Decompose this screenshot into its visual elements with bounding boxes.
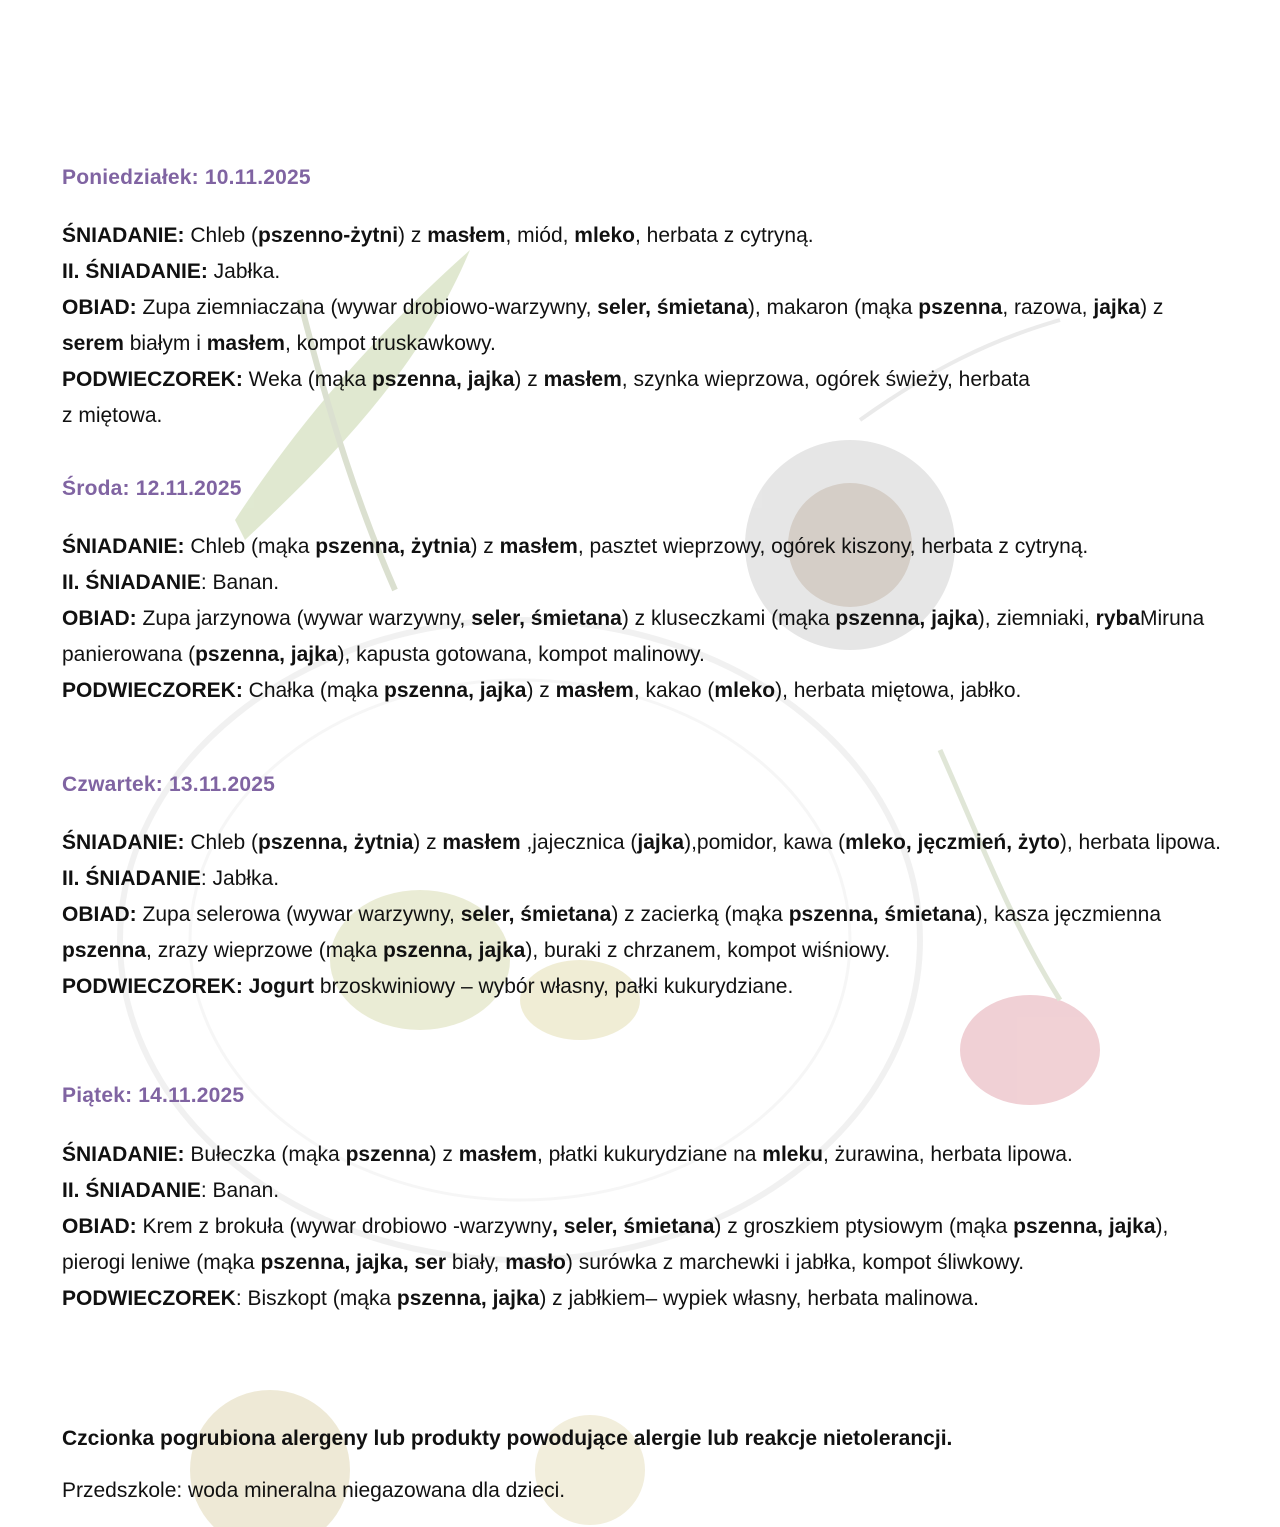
meal-text: , żurawina, herbata lipowa.	[823, 1143, 1073, 1166]
meal-text: , szynka wieprzowa, ogórek świeży, herbata	[621, 368, 1030, 391]
allergen-text: OBIAD:	[62, 296, 137, 319]
meal-text: ), pierogi leniwe (mąka	[62, 1215, 1169, 1274]
meal-text: Bułeczka (mąka	[184, 1143, 346, 1166]
allergen-text: masłem	[458, 1143, 537, 1166]
allergen-text: pszenna, żytnia	[258, 831, 414, 854]
allergen-text: II. ŚNIADANIE	[62, 867, 201, 890]
allergen-text: mleko, jęczmień, żyto	[845, 831, 1060, 854]
meal-line	[62, 825, 1227, 861]
meal-line	[62, 218, 1227, 254]
meal-text: ) z	[398, 224, 428, 247]
meal-text: Zupa jarzynowa (wywar warzywny,	[136, 607, 472, 630]
meal-text: białym i	[123, 332, 207, 355]
meal-text: ) z groszkiem ptysiowym (mąka	[714, 1215, 1014, 1238]
allergen-text: seler, śmietana	[460, 903, 612, 926]
allergen-legend: Czcionka pogrubiona alergeny lub produkty powodujące alergie lub reakcje nietolerancji.	[62, 1427, 953, 1450]
meal-text: , kompot truskawkowy.	[284, 332, 496, 355]
meal-line	[62, 897, 1227, 969]
meal-text: Jabłka.	[207, 260, 281, 283]
meal-text: Zupa selerowa (wywar warzywny,	[136, 903, 461, 926]
allergen-text: ryba	[1095, 607, 1140, 630]
meal-line	[62, 362, 1227, 434]
allergen-text: pszenna, jajka	[384, 679, 527, 702]
meal-line	[62, 254, 1227, 290]
allergen-text: OBIAD:	[62, 903, 137, 926]
meal-text: ) z jabłkiem– wypiek własny, herbata malinowa.	[539, 1287, 979, 1310]
allergen-text: seler, śmietana	[597, 296, 748, 319]
meal-text: z miętowa.	[62, 404, 163, 427]
meal-text: , zrazy wieprzowe (mąka	[146, 939, 383, 962]
allergen-text: seler, śmietana	[471, 607, 622, 630]
meal-text: Miruna panierowana (	[62, 607, 1205, 666]
meal-line	[62, 861, 1227, 897]
meal-text: ) z	[470, 535, 500, 558]
meal-text: ),pomidor, kawa (	[684, 831, 846, 854]
meal-text: ) z	[429, 1143, 459, 1166]
meal-text: ) z	[526, 679, 556, 702]
allergen-text: mleko	[714, 679, 776, 702]
allergen-text: pszenna	[918, 296, 1003, 319]
meal-line	[62, 290, 1227, 362]
allergen-text: pszenno-żytni	[258, 224, 399, 247]
allergen-text: II. ŚNIADANIE	[62, 1179, 201, 1202]
meal-text: Weka (mąka	[242, 368, 372, 391]
meal-text: ) z	[1140, 296, 1164, 319]
allergen-text: ŚNIADANIE:	[62, 535, 185, 558]
allergen-text: masłem	[543, 368, 622, 391]
allergen-text: masło	[505, 1251, 566, 1274]
day-meals	[62, 825, 1227, 1005]
allergen-text: mleku	[762, 1143, 823, 1166]
allergen-text: pszenna, żytnia	[315, 535, 471, 558]
allergen-text: PODWIECZOREK:	[62, 679, 243, 702]
allergen-text: ŚNIADANIE:	[62, 831, 185, 854]
meal-text: : Banan.	[200, 1179, 280, 1202]
allergen-text: PODWIECZOREK:	[62, 368, 243, 391]
meal-text: ) z kluseczkami (mąka	[621, 607, 836, 630]
allergen-text: serem	[62, 332, 124, 355]
day-heading: Czwartek: 13.11.2025	[62, 773, 275, 796]
allergen-text: masłem	[499, 535, 578, 558]
meal-text: , razowa,	[1002, 296, 1094, 319]
allergen-text: II. ŚNIADANIE:	[62, 260, 208, 283]
allergen-text: pszenna, jajka	[1013, 1215, 1156, 1238]
allergen-text: masłem	[555, 679, 634, 702]
allergen-text: mleko	[574, 224, 635, 247]
allergen-text: pszenna, jajka	[371, 368, 515, 391]
meal-text: ) surówka z marchewki i jabłka, kompot śliwkowy.	[565, 1251, 1025, 1274]
allergen-text: II. ŚNIADANIE	[62, 571, 201, 594]
allergen-text: PODWIECZOREK	[62, 1287, 236, 1310]
meal-text: ), herbata miętowa, jabłko.	[775, 679, 1022, 702]
meal-text: Chałka (mąka	[242, 679, 385, 702]
meal-text: brzoskwiniowy – wybór własny, pałki kukurydziane.	[314, 975, 794, 998]
meal-text: biały,	[446, 1251, 506, 1274]
allergen-text: OBIAD:	[62, 607, 137, 630]
meal-line	[62, 1209, 1227, 1281]
meal-text: Krem z brokuła (wywar drobiowo -warzywny	[136, 1215, 553, 1238]
meal-text: ), kasza jęczmienna	[975, 903, 1162, 926]
allergen-text: pszenna, jajka	[195, 643, 338, 666]
meal-text: Chleb (mąka	[184, 535, 316, 558]
meal-line	[62, 969, 1227, 1005]
meal-text: ) z zacierką (mąka	[611, 903, 789, 926]
meal-text: , pasztet wieprzowy, ogórek kiszony, herbata z cytryną.	[577, 535, 1089, 558]
allergen-text: masłem	[206, 332, 285, 355]
allergen-text: jajka	[637, 831, 685, 854]
meal-line	[62, 565, 1227, 601]
meal-text: ), kapusta gotowana, kompot malinowy.	[337, 643, 705, 666]
meal-text: : Jabłka.	[200, 867, 280, 890]
meal-line	[62, 601, 1227, 673]
meal-line	[62, 1173, 1227, 1209]
water-note: Przedszkole: woda mineralna niegazowana dla dzieci.	[62, 1479, 566, 1502]
allergen-text: , seler, śmietana	[552, 1215, 715, 1238]
allergen-text: ŚNIADANIE:	[62, 1143, 185, 1166]
meal-text: ) z	[514, 368, 544, 391]
meal-text: , kakao (	[633, 679, 715, 702]
meal-text: , płatki kukurydziane na	[537, 1143, 763, 1166]
day-heading: Piątek: 14.11.2025	[62, 1084, 245, 1107]
allergen-text: ŚNIADANIE:	[62, 224, 185, 247]
allergen-text: pszenna, jajka	[382, 939, 526, 962]
meal-text: ), ziemniaki,	[977, 607, 1096, 630]
meal-line	[62, 1137, 1227, 1173]
day-meals	[62, 529, 1227, 709]
allergen-text: pszenna, jajka	[835, 607, 978, 630]
day-meals	[62, 218, 1227, 434]
allergen-text: pszenna, śmietana	[788, 903, 976, 926]
meal-text: Chleb (	[184, 224, 259, 247]
meal-text: ), makaron (mąka	[747, 296, 919, 319]
allergen-text: PODWIECZOREK: Jogurt	[62, 975, 314, 998]
allergen-text: masłem	[442, 831, 521, 854]
allergen-text: pszenna, jajka	[396, 1287, 540, 1310]
allergen-text: pszenna	[62, 939, 147, 962]
allergen-text: OBIAD:	[62, 1215, 137, 1238]
meal-text: ), buraki z chrzanem, kompot wiśniowy.	[525, 939, 891, 962]
meal-text: , miód,	[505, 224, 575, 247]
meal-text: , herbata z cytryną.	[635, 224, 814, 247]
meal-text: : Banan.	[200, 571, 280, 594]
meal-text: ,jajecznica (	[520, 831, 638, 854]
allergen-text: jajka	[1093, 296, 1141, 319]
allergen-text: pszenna, jajka, ser	[260, 1251, 447, 1274]
day-heading: Poniedziałek: 10.11.2025	[62, 166, 311, 189]
meal-text: Zupa ziemniaczana (wywar drobiowo-warzywny,	[136, 296, 598, 319]
meal-line	[62, 529, 1227, 565]
meal-text: ) z	[413, 831, 443, 854]
allergen-text: pszenna	[345, 1143, 430, 1166]
allergen-text: masłem	[427, 224, 506, 247]
meal-text: Chleb (	[184, 831, 259, 854]
meal-line	[62, 1281, 1227, 1317]
meal-text: : Biszkopt (mąka	[235, 1287, 397, 1310]
meal-line	[62, 673, 1227, 709]
day-meals	[62, 1137, 1227, 1317]
meal-text: ), herbata lipowa.	[1059, 831, 1221, 854]
day-heading: Środa: 12.11.2025	[62, 477, 242, 500]
